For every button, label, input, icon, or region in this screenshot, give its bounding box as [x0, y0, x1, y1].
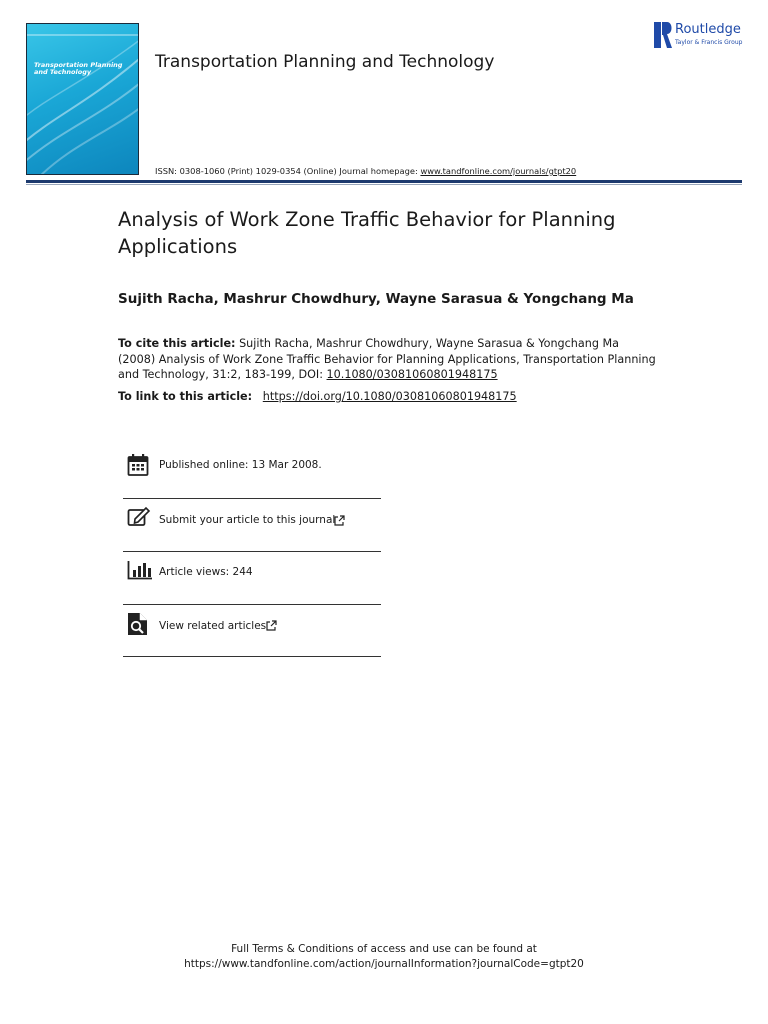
article-views-label: Article views: 244	[159, 566, 253, 578]
cite-label: To cite this article:	[118, 337, 236, 350]
publisher-logo	[654, 22, 746, 50]
submit-article-label[interactable]: Submit your article to this journal	[159, 514, 336, 526]
publisher-name: Routledge	[675, 22, 741, 37]
cite-doi-link[interactable]: 10.1080/03081060801948175	[326, 368, 498, 381]
article-title: Analysis of Work Zone Traffic Behavior for Planning Applications	[118, 208, 616, 258]
article-doi-link[interactable]: https://doi.org/10.1080/03081060801948175	[262, 390, 517, 403]
cover-road-graphic	[27, 24, 139, 175]
info-divider	[123, 656, 381, 657]
cite-text: Sujith Racha, Mashrur Chowdhury, Wayne Sarasua & Yongchang Ma (2008) Analysis of Work Zone Traffic Behavior for Planning Applications, Transportation Planning and Technology, 31:2, 183-199, DOI:	[118, 337, 656, 381]
external-link-icon	[334, 515, 345, 526]
info-divider	[123, 551, 381, 552]
header-rule	[26, 180, 742, 183]
bar-chart-icon	[127, 560, 153, 580]
calendar-icon	[127, 453, 149, 477]
citation-block	[118, 336, 658, 383]
footer	[0, 942, 768, 972]
routledge-logo-icon	[654, 22, 672, 48]
issn-line	[155, 166, 576, 176]
external-link-icon	[266, 620, 277, 631]
article-link-line	[118, 390, 517, 403]
published-online-label: Published online: 13 Mar 2008.	[159, 459, 322, 471]
search-document-icon	[127, 612, 149, 636]
edit-icon	[127, 506, 151, 528]
journal-homepage-link[interactable]: www.tandfonline.com/journals/gtpt20	[420, 166, 577, 176]
published-online-row	[123, 453, 381, 481]
link-label: To link to this article:	[118, 390, 253, 403]
cover-title	[34, 62, 134, 76]
info-divider	[123, 498, 381, 499]
info-divider	[123, 604, 381, 605]
related-articles-label[interactable]: View related articles	[159, 620, 267, 632]
publisher-subtitle: Taylor & Francis Group	[675, 39, 743, 46]
footer-terms-text: Full Terms & Conditions of access and use can be found at	[231, 943, 537, 955]
footer-terms-link[interactable]: https://www.tandfonline.com/action/journalInformation?journalCode=gtpt20	[184, 958, 584, 970]
journal-title[interactable]: Transportation Planning and Technology	[155, 52, 495, 72]
header-rule-thin	[26, 184, 742, 185]
journal-cover-image	[26, 23, 139, 175]
cover-title-line2: and Technology	[34, 68, 92, 76]
article-views-row	[123, 560, 381, 584]
article-authors: Sujith Racha, Mashrur Chowdhury, Wayne Sarasua & Yongchang Ma	[118, 291, 634, 307]
submit-article-row[interactable]	[123, 506, 381, 534]
issn-text: ISSN: 0308-1060 (Print) 1029-0354 (Online) Journal homepage:	[155, 166, 418, 176]
cover-title-line1: Transportation Planning	[34, 61, 123, 69]
related-articles-row[interactable]	[123, 612, 381, 640]
